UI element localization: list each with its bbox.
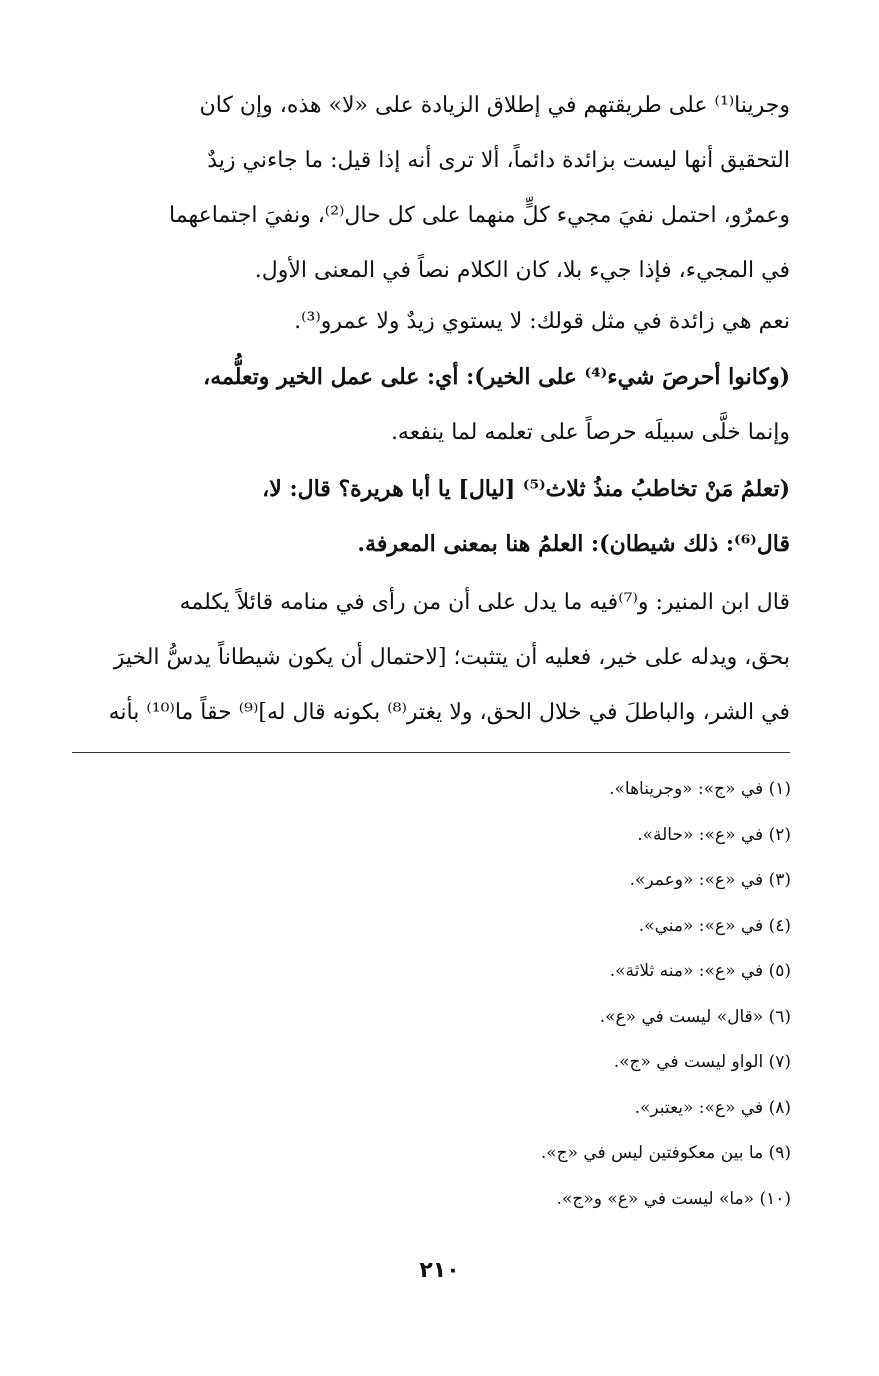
text-line: قال ابن المنير: و⁽⁷⁾فيه ما يدل على أن من رأى في منامه قائلاً يكلمه xyxy=(179,590,790,615)
footnote-item: (٧) الواو ليست في «ج». xyxy=(613,1052,791,1072)
text-line: في المجيء، فإذا جيء بلا، كان الكلام نصاً في المعنى الأول. xyxy=(254,258,790,283)
footnote-item: (٥) في «ع»: «منه ثلاثة». xyxy=(609,961,791,981)
footnote-item: (٨) في «ع»: «يعتبر». xyxy=(634,1097,791,1118)
footnote-item: (٩) ما بين معكوفتين ليس في «ج». xyxy=(540,1143,791,1163)
footnote-item: (١) في «ج»: «وجريناها». xyxy=(609,779,791,799)
main-paragraph-4 xyxy=(72,462,790,572)
text-line: وجرينا⁽¹⁾ على طريقتهم في إطلاق الزيادة على «لا» هذه، وإن كان xyxy=(199,93,790,118)
text-line: في الشر، والباطلَ في خلال الحق، ولا يغتر⁽⁸⁾ بكونه قال له]⁽⁹⁾ حقاً ما⁽¹⁰⁾ بأنه xyxy=(108,700,790,725)
footnote-item: (٤) في «ع»: «مني». xyxy=(638,915,791,936)
text-line: قال⁽⁶⁾: ذلك شيطان): العلمُ هنا بمعنى المعرفة. xyxy=(357,531,790,557)
text-line: وإنما خلَّى سبيلَه حرصاً على تعلمه لما ينفعه. xyxy=(390,420,790,445)
text-line: وعمرٌو، احتمل نفيَ مجيء كلٍّ منهما على كل حال⁽²⁾، ونفيَ اجتماعهما xyxy=(169,203,790,228)
text-line: نعم هي زائدة في مثل قولك: لا يستوي زيدٌ ولا عمرو⁽³⁾. xyxy=(294,309,790,334)
text-line: (وكانوا أحرصَ شيء⁽⁴⁾ على الخير): أي: على عمل الخير وتعلُّمه، xyxy=(203,364,790,390)
page-number: ٢١٠ xyxy=(419,1258,460,1283)
main-paragraph-1 xyxy=(72,78,790,298)
text-line: بحق، ويدله على خير، فعليه أن يتثبت؛ [لاحتمال أن يكون شيطاناً يدسُّ الخيرَ xyxy=(113,645,790,670)
main-paragraph-5 xyxy=(72,575,790,740)
footnote-item: (١٠) «ما» ليست في «ع» و«ج». xyxy=(556,1188,791,1209)
footnote-item: (٣) في «ع»: «وعمر». xyxy=(629,870,791,890)
text-line: (تعلمُ مَنْ تخاطبُ منذُ ثلاث⁽⁵⁾ [ليال] يا أبا هريرة؟ قال: لا، xyxy=(262,476,790,502)
text-line: التحقيق أنها ليست بزائدة دائماً، ألا ترى أنه إذا قيل: ما جاءني زيدٌ xyxy=(207,148,790,173)
footnote-item: (٦) «قال» ليست في «ع». xyxy=(599,1006,791,1027)
footnotes-list xyxy=(73,767,791,1222)
footnote-item: (٢) في «ع»: «حالة». xyxy=(637,824,791,845)
main-paragraph-2 xyxy=(72,294,790,349)
main-paragraph-3 xyxy=(72,350,790,460)
footnote-divider xyxy=(72,752,790,753)
